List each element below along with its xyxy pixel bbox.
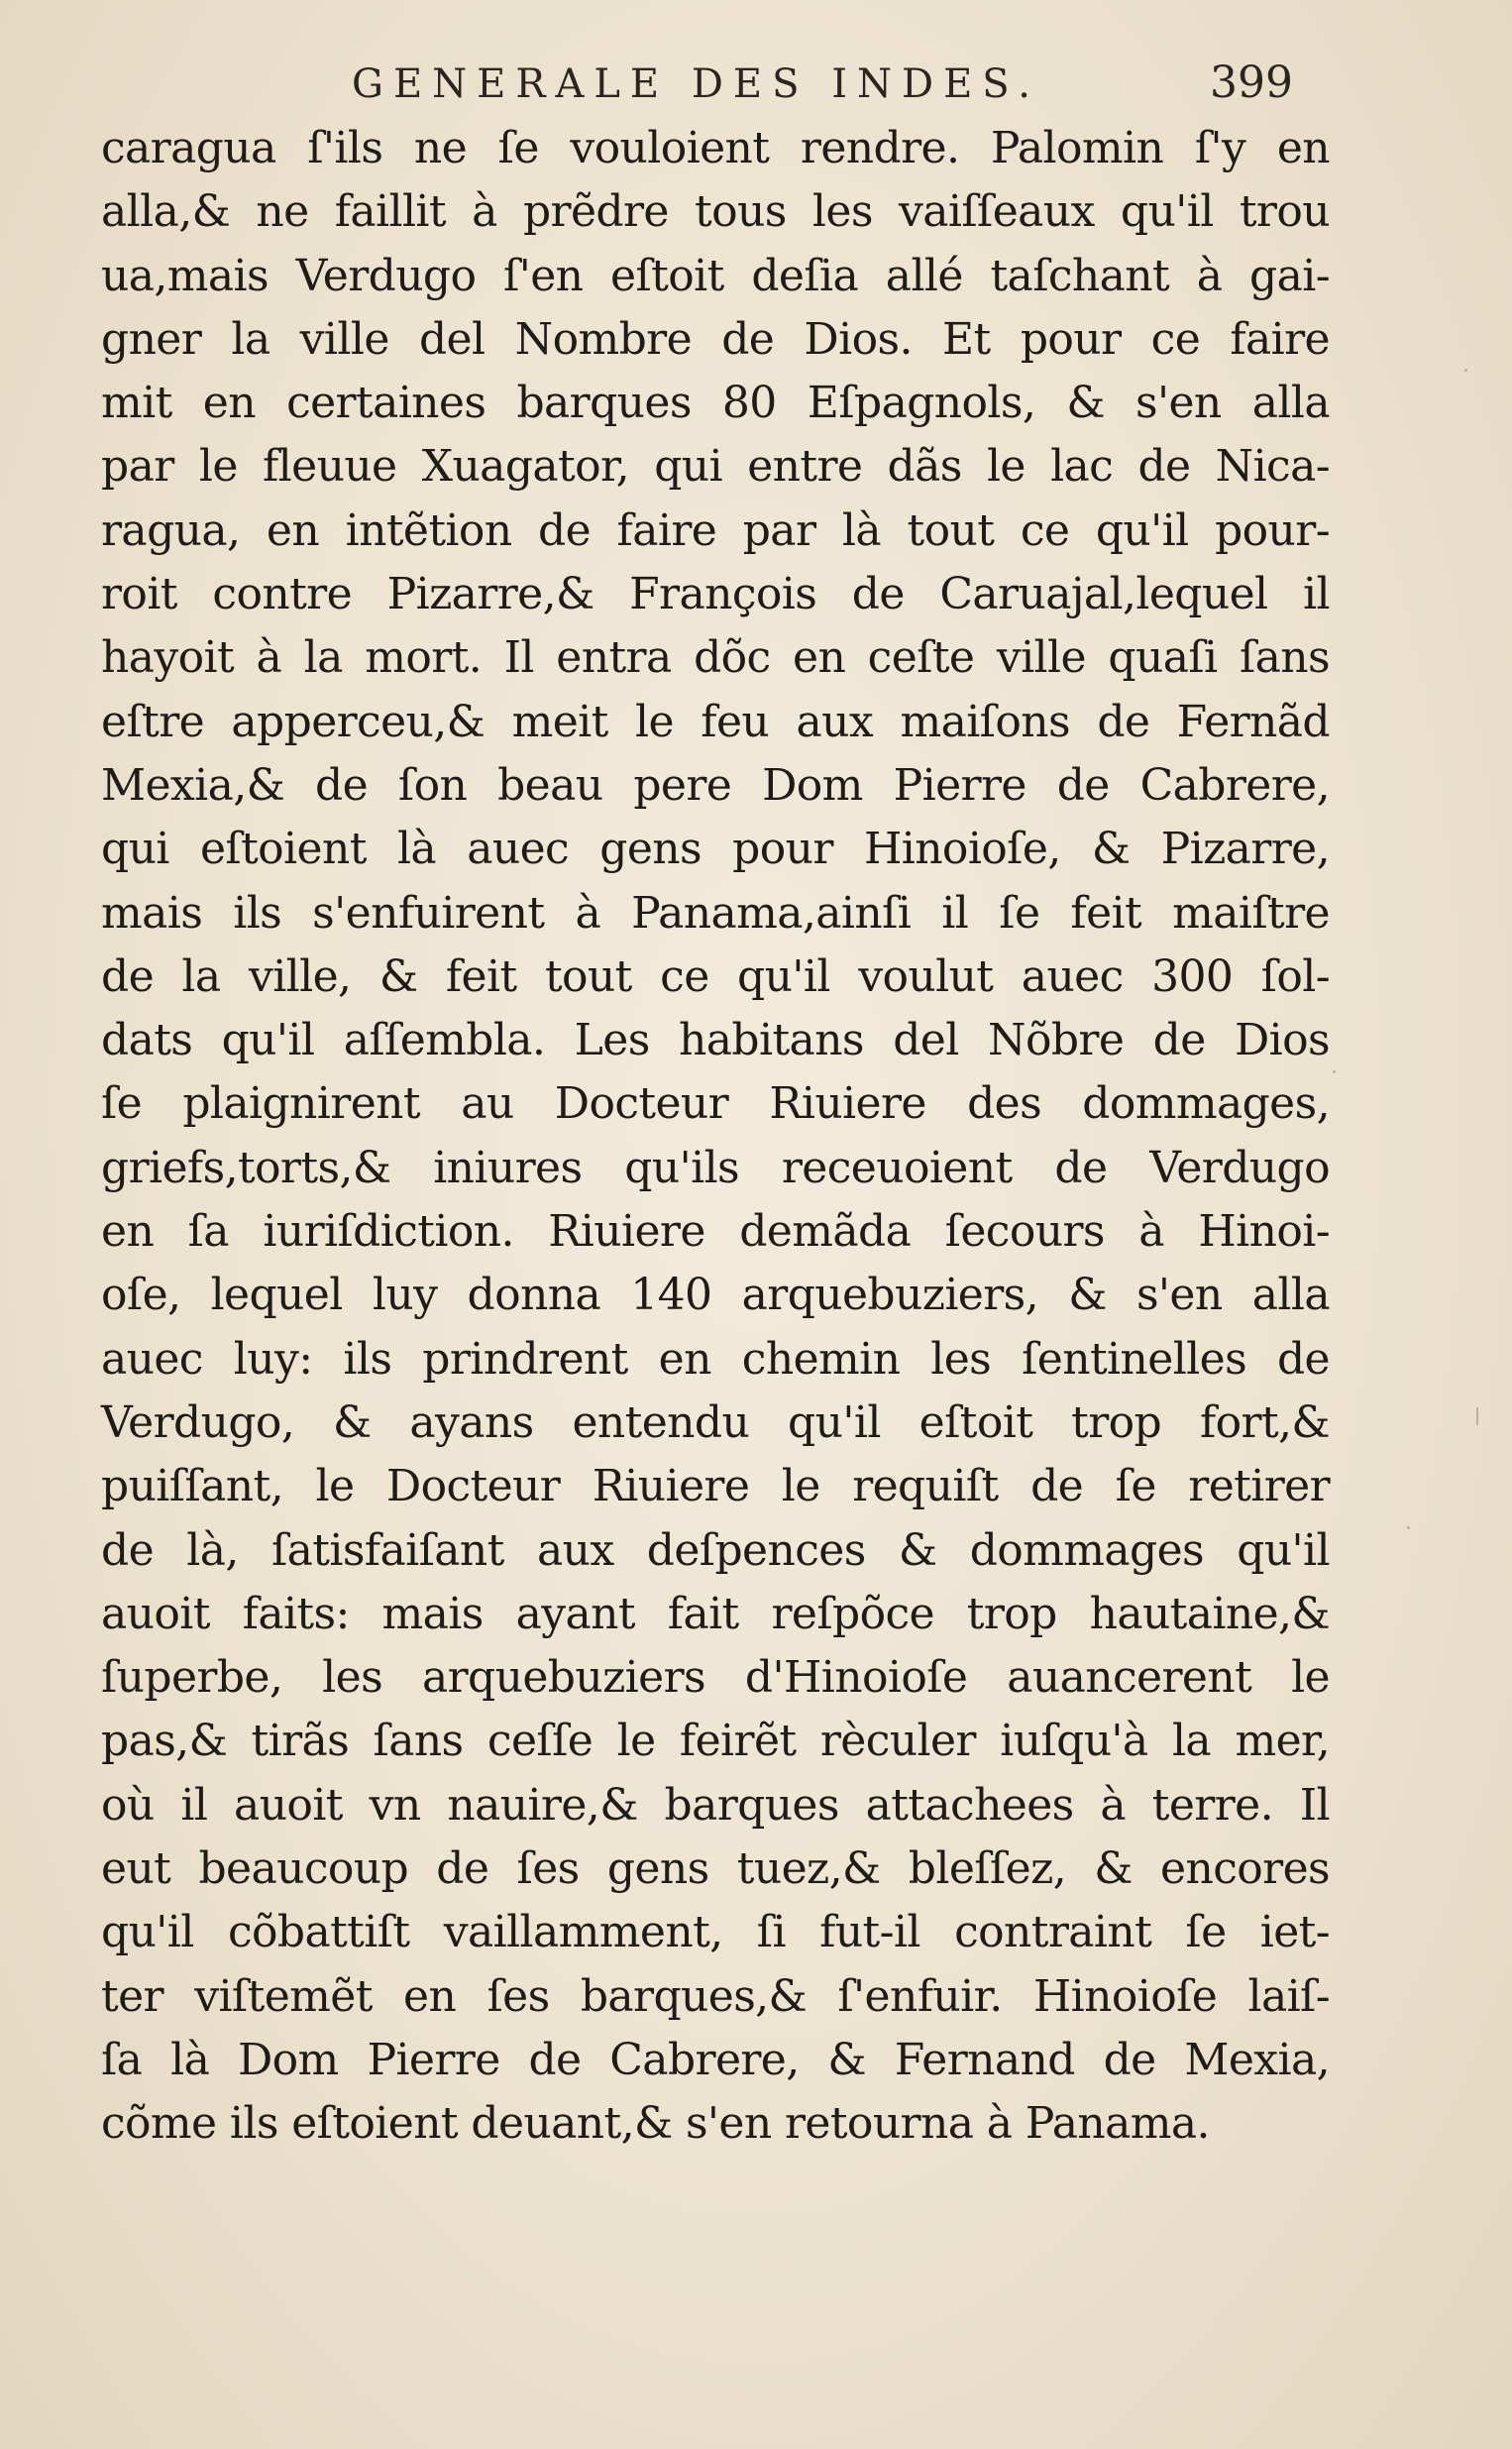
text-line: de la ville, & feit tout ce qu'il voulut auec 300 ſol- <box>101 950 1330 1002</box>
text-line: dats qu'il aſſembla. Les habitans del Nõbre de Dios <box>101 1015 1330 1066</box>
text-line: hayoit à la mort. Il entra dõc en ceſte ville quaſi ſans <box>101 632 1330 684</box>
text-line: Mexia,& de ſon beau pere Dom Pierre de Cabrere, <box>101 759 1330 811</box>
text-line: qui eſtoient là auec gens pour Hinoioſe, & Pizarre, <box>101 824 1330 875</box>
paper-speck <box>1476 1407 1478 1425</box>
text-line: de là, ſatisfaiſant aux deſpences & dommages qu'il <box>101 1524 1330 1576</box>
text-line: ua,mais Verdugo ſ'en eſtoit deſia allé taſchant à gai- <box>101 250 1330 301</box>
text-line: mit en certaines barques 80 Eſpagnols, & s'en alla <box>101 378 1330 429</box>
running-head: GENERALE DES INDES. <box>352 61 1040 107</box>
page-number: 399 <box>1210 57 1293 108</box>
text-line: par le fleuue Xuagator, qui entre dãs le lac de Nica- <box>101 441 1330 493</box>
text-line: gner la ville del Nombre de Dios. Et pour ce faire <box>101 313 1330 365</box>
paper-speck <box>1464 369 1467 372</box>
text-line: pas,& tirãs ſans ceſſe le feirẽt rèculer iuſqu'à la mer, <box>101 1716 1330 1767</box>
page-header <box>104 57 1293 121</box>
paper-speck <box>1333 1070 1336 1073</box>
body-text <box>101 117 1330 2157</box>
text-line: qu'il cõbattiſt vaillamment, ſi fut-il contraint ſe iet- <box>101 1907 1330 1958</box>
text-line: ſe plaignirent au Docteur Riuiere des dommages, <box>101 1078 1330 1130</box>
text-line: ſuperbe, les arquebuziers d'Hinoioſe auancerent le <box>101 1652 1330 1704</box>
text-line: où il auoit vn nauire,& barques attachees à terre. Il <box>101 1779 1330 1831</box>
text-line: caragua ſ'ils ne ſe vouloient rendre. Palomin ſ'y en <box>101 123 1330 173</box>
text-line: eſtre apperceu,& meit le feu aux maiſons de Fernãd <box>101 696 1330 747</box>
text-line: oſe, lequel luy donna 140 arquebuziers, & s'en alla <box>101 1270 1330 1321</box>
text-line: auoit faits: mais ayant fait reſpõce trop hautaine,& <box>101 1588 1330 1639</box>
paper-speck <box>1407 1526 1410 1529</box>
text-line: mais ils s'enfuirent à Panama,ainſi il ſe feit maiſtre <box>101 887 1330 939</box>
text-line: roit contre Pizarre,& François de Caruajal,lequel il <box>101 569 1330 620</box>
text-line: ſa là Dom Pierre de Cabrere, & Fernand de Mexia, <box>101 2034 1330 2085</box>
text-line: eut beaucoup de ſes gens tuez,& bleſſez, & encores <box>101 1843 1330 1895</box>
text-line: puiſſant, le Docteur Riuiere le requiſt de ſe retirer <box>101 1461 1330 1512</box>
text-line: Verdugo, & ayans entendu qu'il eſtoit trop fort,& <box>101 1396 1330 1448</box>
text-line: ragua, en intẽtion de faire par là tout ce qu'il pour- <box>101 504 1330 556</box>
text-line: ter viſtemẽt en ſes barques,& ſ'enfuir. Hinoioſe laiſ- <box>101 1970 1330 2022</box>
text-line: auec luy: ils prindrent en chemin les ſentinelles de <box>101 1333 1330 1385</box>
text-line: en ſa iuriſdiction. Riuiere demãda ſecours à Hinoi- <box>101 1206 1330 1258</box>
text-line: cõme ils eſtoient deuant,& s'en retourna à Panama. <box>101 2098 1210 2150</box>
text-line: alla,& ne faillit à prẽdre tous les vaiſſeaux qu'il trou <box>101 186 1330 238</box>
text-line: griefs,torts,& iniures qu'ils receuoient de Verdugo <box>101 1142 1330 1193</box>
